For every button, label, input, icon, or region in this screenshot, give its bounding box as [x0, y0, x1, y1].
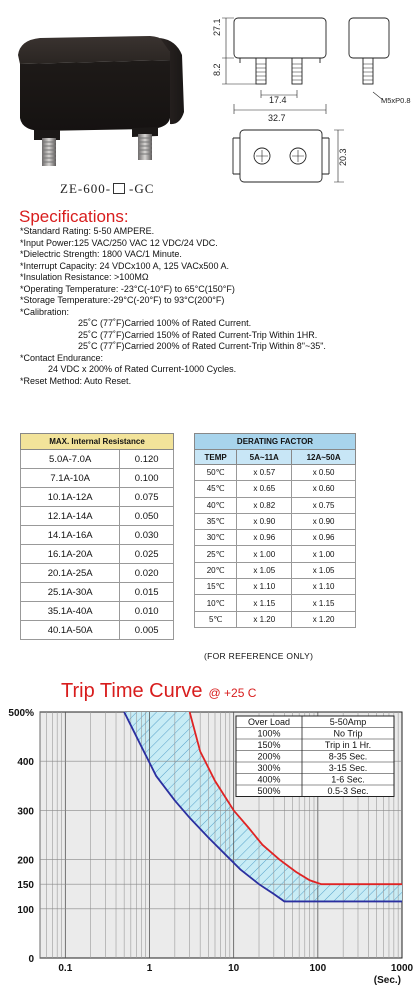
derating-temp: 15℃: [195, 579, 237, 595]
chart-title-text: Trip Time Curve: [61, 680, 203, 702]
derating-temp: 40℃: [195, 497, 237, 513]
resistance-value: 0.030: [120, 526, 174, 545]
derating-high: x 0.60: [292, 481, 356, 497]
dimension-drawing: [200, 0, 417, 195]
spec-line: *Storage Temperature:-29°C(-20°F) to 93°C(200°F): [20, 295, 225, 305]
derating-low: x 1.05: [237, 562, 292, 578]
resistance-value: 0.100: [120, 469, 174, 488]
derating-high: x 1.10: [292, 579, 356, 595]
spec-line: 25˚C (77˚F)Carried 100% of Rated Current.: [78, 318, 252, 328]
resistance-row: [21, 602, 174, 621]
y-tick-label: 0: [28, 954, 34, 965]
derating-row: [195, 513, 356, 529]
legend-overload: 300%: [257, 763, 281, 773]
spec-line: *Calibration:: [20, 306, 70, 317]
legend-overload: 150%: [257, 740, 281, 750]
derating-low: x 1.15: [237, 595, 292, 611]
derating-low: x 0.90: [237, 513, 292, 529]
y-tick-label: 150: [17, 880, 34, 892]
derating-row: [195, 530, 356, 546]
derating-row: [195, 481, 356, 497]
derating-row: [195, 497, 356, 513]
spec-line: *Reset Method: Auto Reset.: [20, 375, 132, 386]
legend-header-overload: Over Load: [247, 717, 291, 727]
spec-line: *Input Power:125 VAC/250 VAC 12 VDC/24 VDC.: [20, 237, 218, 248]
derating-temp: 20℃: [195, 562, 237, 578]
y-tick-label: 300: [17, 806, 34, 818]
x-tick-label: 10: [228, 963, 240, 974]
resistance-value: 0.120: [120, 450, 174, 469]
model-blank-box: [113, 183, 125, 194]
derating-temp: 5℃: [195, 611, 237, 627]
legend-trip-time: 1-6 Sec.: [331, 774, 365, 785]
spec-line: *Operating Temperature: -23°C(-10°F) to 65°C(150°F): [20, 283, 235, 294]
derating-row: [195, 579, 356, 595]
derating-high: x 0.75: [292, 497, 356, 513]
model-suffix: -GC: [129, 181, 155, 196]
resistance-value: 0.020: [120, 564, 174, 583]
resistance-row: [21, 450, 174, 469]
derating-temp: 10℃: [195, 595, 237, 611]
y-tick-label: 200: [17, 855, 34, 867]
dim-thread: M5xP0.8: [381, 96, 411, 105]
resistance-row: [21, 507, 174, 526]
resistance-value: 0.005: [120, 621, 174, 640]
derating-table: [194, 433, 356, 628]
y-tick-label: 100: [17, 904, 34, 916]
x-tick-label: 1000: [390, 963, 414, 974]
stud-right: [138, 134, 152, 160]
derating-col-high: 12A~50A: [292, 450, 356, 465]
derating-temp: 50℃: [195, 465, 237, 481]
resistance-row: [21, 469, 174, 488]
model-prefix: ZE-600-: [60, 181, 112, 196]
derating-row: [195, 465, 356, 481]
x-tick-label: 100: [309, 963, 327, 974]
derating-col-low: 5A~11A: [237, 450, 292, 465]
derating-high: x 1.05: [292, 562, 356, 578]
spec-line: *Contact Endurance:: [20, 352, 104, 363]
resistance-table-header: MAX. Internal Resistance: [21, 434, 174, 450]
legend-overload: 200%: [257, 751, 281, 762]
specifications-list: [20, 226, 415, 387]
resistance-row: [21, 583, 174, 602]
resistance-value: 0.025: [120, 545, 174, 564]
derating-col-temp: TEMP: [195, 450, 237, 465]
derating-low: x 0.96: [237, 530, 292, 546]
spec-line: 25˚C (77˚F)Carried 150% of Rated Current-Trip Within 1HR.: [78, 329, 318, 340]
derating-low: x 1.00: [237, 546, 292, 562]
resistance-range: 14.1A-16A: [21, 526, 120, 545]
derating-table-header: DERATING FACTOR: [195, 434, 356, 450]
x-tick-label: 1: [146, 963, 153, 974]
resistance-row: [21, 621, 174, 640]
trip-time-chart: [0, 700, 417, 1000]
derating-low: x 0.82: [237, 497, 292, 513]
dim-stud: 8.2: [212, 63, 222, 76]
spec-line: *Interrupt Capacity: 24 VDCx100 A, 125 VACx500 A.: [20, 260, 229, 271]
resistance-range: 35.1A-40A: [21, 602, 120, 621]
spec-line: 24 VDC x 200% of Rated Current-1000 Cycles.: [48, 364, 237, 374]
resistance-range: 20.1A-25A: [21, 564, 120, 583]
derating-low: x 0.65: [237, 481, 292, 497]
legend-trip-time: Trip in 1 Hr.: [324, 740, 372, 750]
model-number: [60, 181, 154, 197]
chart-subtitle: @ +25 C: [208, 686, 257, 700]
resistance-row: [21, 545, 174, 564]
stud-left: [42, 138, 56, 166]
resistance-row: [21, 488, 174, 507]
y-tick-label: 400: [17, 757, 34, 769]
derating-high: x 0.96: [292, 530, 356, 546]
derating-row: [195, 611, 356, 627]
derating-high: x 1.00: [292, 546, 356, 562]
x-tick-label: 0.1: [58, 963, 73, 974]
derating-high: x 1.15: [292, 595, 356, 611]
legend-header-rating: 5-50Amp: [329, 717, 367, 727]
x-unit-label: (Sec.): [373, 975, 401, 986]
specifications-title: Specifications:: [19, 207, 129, 226]
derating-temp: 25℃: [195, 546, 237, 562]
spec-line: *Insulation Resistance: >100MΩ: [20, 272, 149, 282]
resistance-value: 0.010: [120, 602, 174, 621]
dim-height: 27.1: [212, 18, 222, 36]
legend-overload: 400%: [257, 774, 281, 785]
resistance-row: [21, 564, 174, 583]
derating-temp: 30℃: [195, 530, 237, 546]
derating-temp: 35℃: [195, 513, 237, 529]
legend-trip-time: 0.5-3 Sec.: [327, 786, 369, 796]
dim-spacing: 17.4: [269, 95, 287, 105]
resistance-range: 16.1A-20A: [21, 545, 120, 564]
legend-trip-time: 3-15 Sec.: [328, 763, 368, 773]
spec-line: *Standard Rating: 5-50 AMPERE.: [20, 226, 155, 236]
derating-low: x 0.57: [237, 465, 292, 481]
resistance-row: [21, 526, 174, 545]
derating-row: [195, 562, 356, 578]
legend-trip-time: 8-35 Sec.: [328, 751, 368, 762]
derating-temp: 45℃: [195, 481, 237, 497]
dim-width: 32.7: [268, 113, 286, 123]
spec-line: 25˚C (77˚F)Carried 200% of Rated Current-Trip Within 8"~35".: [78, 341, 326, 351]
resistance-value: 0.015: [120, 583, 174, 602]
resistance-table: [20, 433, 174, 640]
resistance-range: 12.1A-14A: [21, 507, 120, 526]
derating-high: x 0.50: [292, 465, 356, 481]
resistance-value: 0.050: [120, 507, 174, 526]
reference-note: (FOR REFERENCE ONLY): [204, 651, 314, 661]
dim-depth: 20.3: [338, 148, 348, 166]
resistance-range: 7.1A-10A: [21, 469, 120, 488]
legend-trip-time: No Trip: [333, 728, 363, 739]
y-tick-label: 500%: [8, 708, 34, 719]
spec-line: *Dielectric Strength: 1800 VAC/1 Minute.: [20, 249, 182, 259]
resistance-range: 25.1A-30A: [21, 583, 120, 602]
product-photo: [0, 0, 200, 178]
resistance-range: 10.1A-12A: [21, 488, 120, 507]
derating-low: x 1.20: [237, 611, 292, 627]
derating-high: x 1.20: [292, 611, 356, 627]
legend-overload: 100%: [257, 728, 281, 739]
derating-row: [195, 595, 356, 611]
resistance-range: 40.1A-50A: [21, 621, 120, 640]
derating-low: x 1.10: [237, 579, 292, 595]
derating-high: x 0.90: [292, 513, 356, 529]
legend-overload: 500%: [257, 786, 281, 796]
resistance-range: 5.0A-7.0A: [21, 450, 120, 469]
resistance-value: 0.075: [120, 488, 174, 507]
derating-row: [195, 546, 356, 562]
